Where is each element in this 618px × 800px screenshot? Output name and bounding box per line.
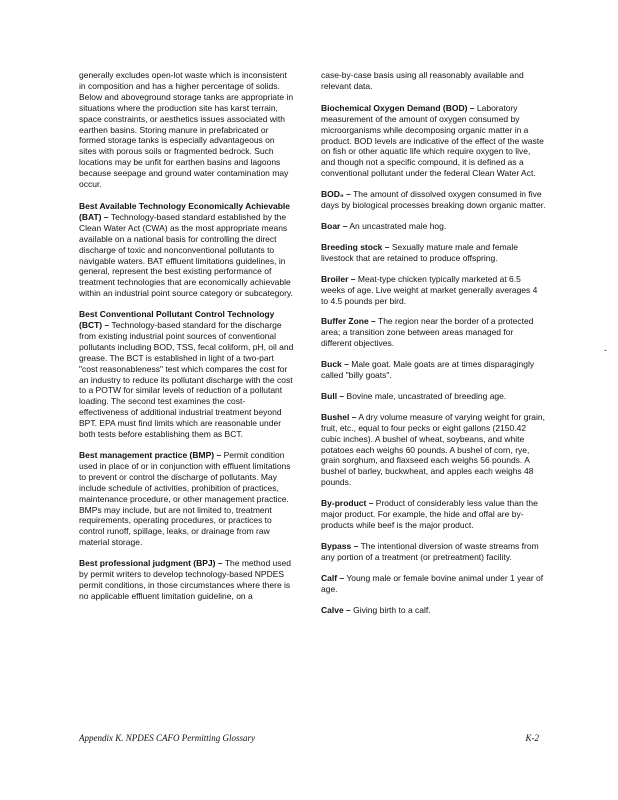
left-column (79, 70, 294, 612)
glossary-entry-bat (79, 201, 294, 299)
glossary-definition: The method used by permit writers to develop technology-based NPDES permit conditions, in those circumstances where there is no applicable effluent limitation guideline, on a (79, 558, 291, 601)
glossary-term: Bushel – (321, 411, 357, 422)
right-continuation: case-by-case basis using all reasonably available and relevant data. (321, 70, 524, 91)
glossary-term: Boar – (321, 220, 348, 231)
margin-mark: - (604, 345, 607, 355)
page-number: K-2 (525, 733, 539, 743)
glossary-definition: Technology-based standard established by the Clean Water Act (CWA) as the most appropriate means available on a national basis for controlling the direct discharge of toxic and nonconventional pollutants to navigable waters. BAT effluent limitations guidelines, in general, represent the best existing performance of treatment technologies that are economically achievable within an industrial point source category or subcategory. (79, 211, 293, 299)
glossary-definition: Product of considerably less value than the major product. For example, the hide and offal are by-products while beef is the major product. (321, 498, 538, 530)
footer-title: Appendix K. NPDES CAFO Permitting Glossary (79, 733, 255, 743)
glossary-entry-buffer-zone (321, 316, 546, 349)
glossary-entry-bod (321, 103, 546, 179)
glossary-entry-broiler (321, 274, 546, 307)
glossary-definition: Young male or female bovine animal under 1 year of age. (321, 572, 544, 594)
glossary-definition: The intentional diversion of waste streams from any portion of a treatment (or pretreatment) facility. (321, 540, 539, 562)
glossary-term: Breeding stock – (321, 241, 390, 252)
glossary-term: BOD₅ – (321, 189, 351, 200)
glossary-term: Broiler – (321, 273, 356, 284)
glossary-definition: Male goat. Male goats are at times disparagingly called "billy goats". (321, 359, 535, 381)
glossary-term: Best Conventional Pollutant Control Technology (BCT) – (79, 309, 275, 331)
glossary-definition: Giving birth to a calf. (353, 604, 431, 615)
glossary-definition: A dry volume measure of varying weight for grain, fruit, etc., equal to four pecks or eight gallons (2150.42 cubic inches). A bushel of wheat, soybeans, and white potatoes each weighs 60 pounds. A bushel of corn, rye, grain sorghum, and flaxseed each weighs 56 pounds. A bushel of barley, buckwheat, and apples each weighs 48 pounds. (321, 411, 545, 488)
glossary-term: Best management practice (BMP) – (79, 450, 222, 460)
left-continuation: generally excludes open-lot waste which is inconsistent in composition and has a higher percentage of solids. Below and aboveground storage tanks are appropriate in situations where the production site has karst terrain, space constraints, or aesthetics issues associated with earthen basins. Storing manure in prefabricated or formed storage tanks is especially advantageous on sites with porous soils or fragmented bedrock. Such locations may be unfit for earthen basins and lagoons because seepage and ground water contamination may occur. (79, 70, 294, 190)
glossary-definition: Meat-type chicken typically marketed at 6.5 weeks of age. Live weight at market generally averages 4 to 4.5 pounds per bird. (321, 273, 538, 306)
glossary-definition: Technology-based standard for the discharge from existing industrial point sources of conventional pollutants including BOD, TSS, fecal coliform, pH, oil and grease. The BCT is established in light of a two-part "cost reasonableness" test which compares the cost for an industry to reduce its pollutant discharge with the cost to a POTW for similar levels of reduction of a pollutant loading. The second test examines the cost-effectiveness of additional industrial treatment beyond BPT. EPA must find limits which are reasonable under both tests before establishing them as BCT. (79, 320, 294, 440)
glossary-entry-bypass (321, 541, 546, 563)
glossary-term: Best professional judgment (BPJ) – (79, 558, 223, 569)
glossary-entry-bmp (79, 450, 294, 548)
glossary-entry-calf (321, 573, 546, 595)
right-column (321, 70, 546, 625)
glossary-definition: An uncastrated male hog. (349, 220, 447, 231)
glossary-definition: Permit condition used in place of or in conjunction with effluent limitations to prevent or control the discharge of pollutants. May include schedule of activities, prohibition of practices, maintenance procedure, or other management practice. BMPs may include, but are not limited to, treatment requirements, operating procedures, or practices to control runoff, spillage, leaks, or drainage from raw material storage. (79, 450, 291, 548)
glossary-term: Calve – (321, 604, 351, 615)
glossary-definition: Bovine male, uncastrated of breeding age. (346, 390, 507, 401)
glossary-definition: Laboratory measurement of the amount of oxygen consumed by microorganisms while decomposing organic matter in a product. BOD levels are indicative of the effect of the waste on fish or other aquatic life which require oxygen to live, and though not a specific compound, it is defined as a conventional pollutant under the federal Clean Water Act. (321, 102, 544, 179)
glossary-entry-buck (321, 359, 546, 381)
glossary-term: Best Available Technology Economically Achievable (BAT) – (79, 200, 290, 222)
glossary-definition: The region near the border of a protected area; a transition zone between areas managed for different objectives. (321, 316, 534, 349)
glossary-term: Buffer Zone – (321, 316, 376, 327)
glossary-entry-boar (321, 221, 546, 232)
glossary-term: Biochemical Oxygen Demand (BOD) – (321, 102, 475, 113)
glossary-entry-bpj (79, 558, 294, 602)
glossary-definition: Sexually mature male and female livestock that are retained to produce offspring. (321, 241, 519, 263)
glossary-term: Bypass – (321, 540, 359, 551)
glossary-term: By-product – (321, 498, 374, 509)
glossary-entry-breeding-stock (321, 242, 546, 264)
glossary-entry-bod5 (321, 189, 546, 211)
glossary-entry-bct (79, 309, 294, 440)
glossary-term: Calf – (321, 572, 345, 583)
glossary-entry-by-product (321, 498, 546, 531)
glossary-definition: The amount of dissolved oxygen consumed in five days by biological processes breaking down organic matter. (321, 189, 546, 211)
glossary-entry-calve (321, 605, 546, 616)
glossary-term: Bull – (321, 390, 345, 401)
glossary-term: Buck – (321, 359, 349, 370)
glossary-entry-bull (321, 391, 546, 402)
glossary-entry-bushel (321, 412, 546, 488)
